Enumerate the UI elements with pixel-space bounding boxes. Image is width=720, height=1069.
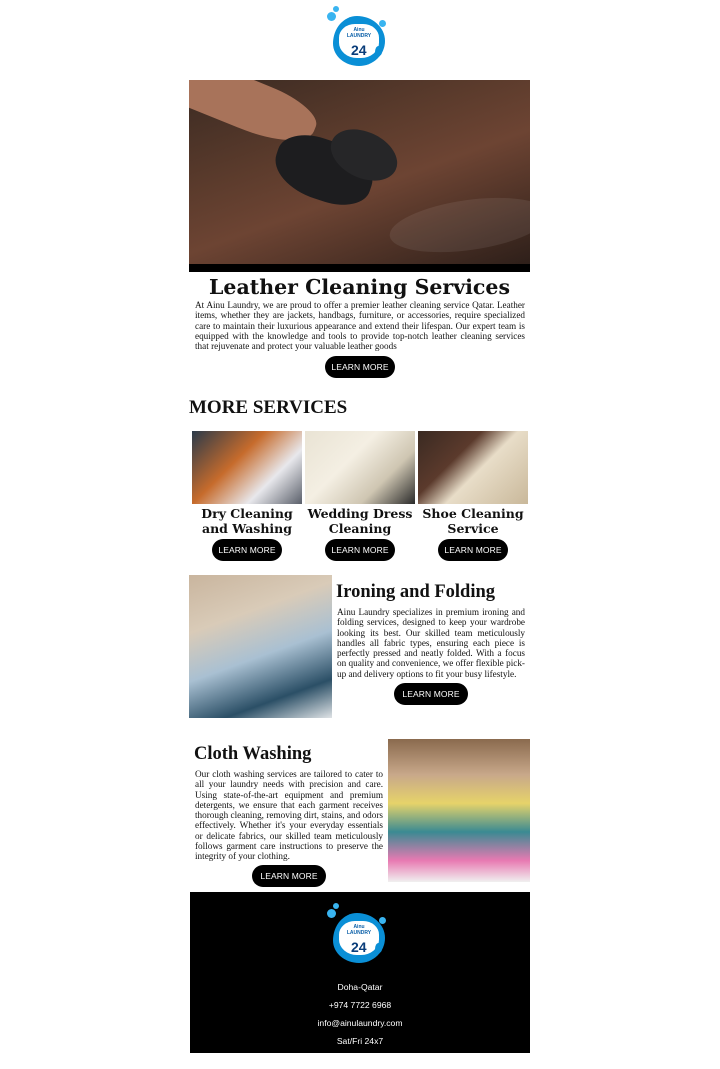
- footer-hours: Sat/Fri 24x7: [336, 1036, 384, 1046]
- logo-number: 24: [351, 42, 367, 58]
- footer-logo[interactable]: [327, 903, 393, 969]
- service-title-shoe-cleaning: Shoe Cleaning Service: [422, 506, 524, 536]
- brand-logo[interactable]: [327, 6, 393, 72]
- dry-cleaning-image[interactable]: [192, 431, 302, 504]
- ironing-learn-more-button[interactable]: LEARN MORE: [394, 683, 468, 705]
- more-services-heading: MORE SERVICES: [189, 397, 348, 418]
- bubble-icon: [333, 6, 339, 12]
- footer-phone[interactable]: +974 7722 6968: [328, 1000, 392, 1010]
- shoe-cleaning-image[interactable]: [418, 431, 528, 504]
- logo-text: Ainu: [353, 27, 365, 33]
- dry-cleaning-learn-more-button[interactable]: LEARN MORE: [212, 539, 282, 561]
- water-drop-icon: [375, 943, 382, 953]
- shoe-cleaning-learn-more-button[interactable]: LEARN MORE: [438, 539, 508, 561]
- footer-location: Doha-Qatar: [337, 982, 383, 992]
- service-title-dry-cleaning: Dry Cleaning and Washing: [201, 506, 293, 536]
- hero-description: At Ainu Laundry, we are proud to offer a premier leather cleaning service Qatar. Leather items, whether they are jackets, handbags, furniture, or accessories, require specialized care to maintain their luxurious appearance and extend their lifespan. Our expert team is equipped with the knowledge and tools to provide top-notch leather cleaning services that rejuvenate and protect your valuable leather goods: [195, 300, 525, 352]
- cloth-washing-description: Our cloth washing services are tailored to cater to all your laundry needs with precision and care. Using state-of-the-art equipment and premium detergents, we ensure that each garment receives thorough cleaning, removing dirt, stains, and odors effectively. Whether it's your everyday essentials or delicate fabrics, our skilled team meticulously follows garment care instructions to preserve the integrity of your clothing.: [195, 769, 383, 862]
- hero-learn-more-button[interactable]: LEARN MORE: [325, 356, 395, 378]
- cloth-washing-learn-more-button[interactable]: LEARN MORE: [252, 865, 326, 887]
- logo-number: 24: [351, 939, 367, 955]
- ironing-title: Ironing and Folding: [336, 582, 496, 602]
- ironing-image: [189, 575, 332, 718]
- wedding-dress-image[interactable]: [305, 431, 415, 504]
- wedding-dress-learn-more-button[interactable]: LEARN MORE: [325, 539, 395, 561]
- cloth-washing-title: Cloth Washing: [194, 744, 312, 764]
- footer-email[interactable]: info@ainulaundry.com: [317, 1018, 403, 1028]
- bubble-icon: [327, 909, 336, 918]
- bubble-icon: [327, 12, 336, 21]
- ironing-description: Ainu Laundry specializes in premium ironing and folding services, designed to keep your wardrobe looking its best. Our skilled team meticulously handles all fabric types, ensuring each piece is perfectly pressed and neatly folded. With a focus on quality and convenience, we offer flexible pick-up and delivery options to fit your busy lifestyle.: [337, 607, 525, 679]
- service-title-wedding-dress: Wedding Dress Cleaning: [307, 506, 413, 536]
- bubble-icon: [333, 903, 339, 909]
- logo-text: LAUNDRY: [346, 930, 372, 936]
- hero-title: Leather Cleaning Services: [208, 275, 510, 299]
- cloth-washing-image: [388, 739, 530, 882]
- water-drop-icon: [375, 46, 382, 56]
- logo-text: LAUNDRY: [346, 33, 372, 39]
- logo-text: Ainu: [353, 924, 365, 930]
- hero-leather-image: [189, 80, 530, 272]
